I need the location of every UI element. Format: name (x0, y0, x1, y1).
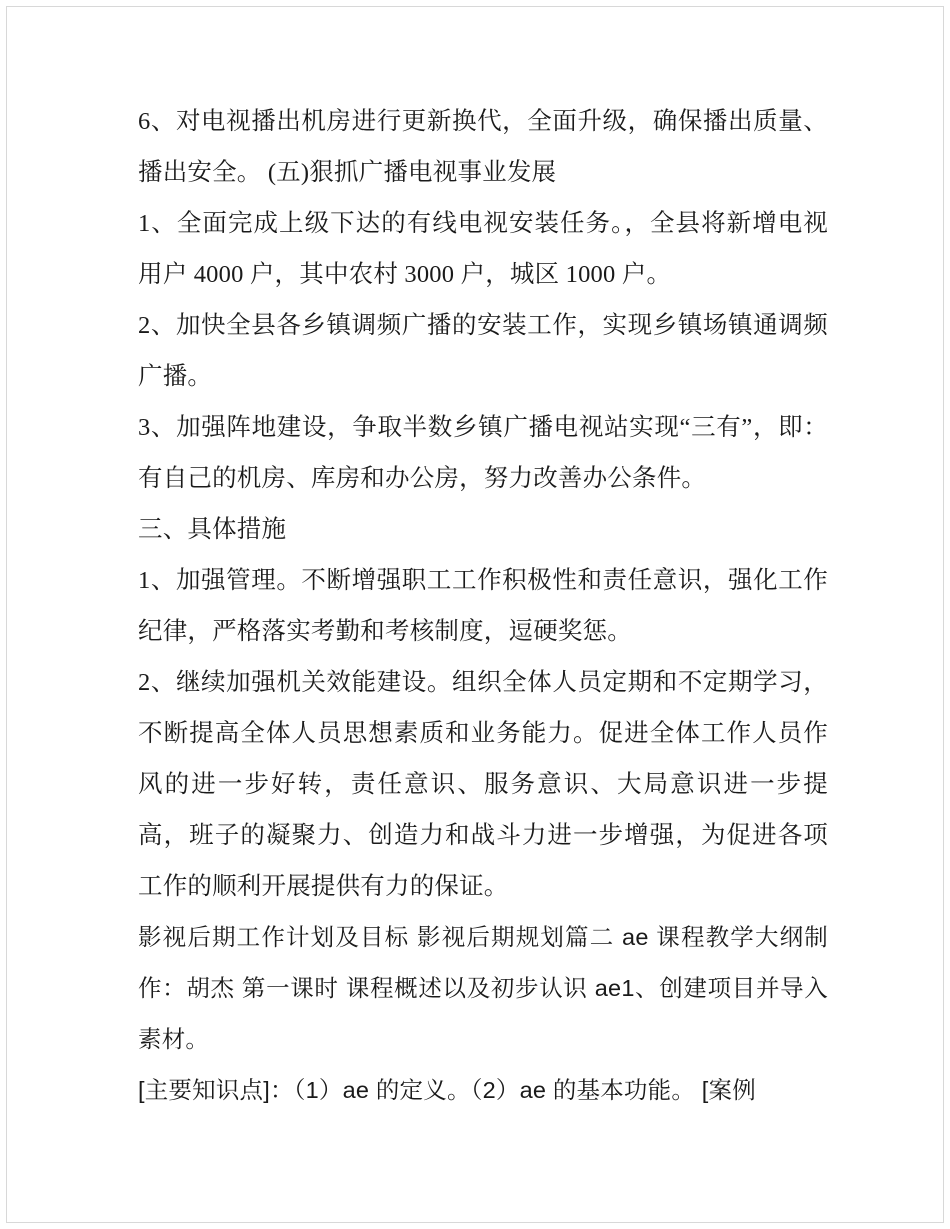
paragraph: 6、对电视播出机房进行更新换代，全面升级，确保播出质量、播出安全。 (五)狠抓广播电视事业发展 (138, 108, 828, 186)
paragraph: 3、加强阵地建设，争取半数乡镇广播电视站实现“三有”，即：有自己的机房、库房和办公房，努力改善办公条件。 (138, 414, 828, 492)
paragraph: 影视后期工作计划及目标 影视后期规划篇二 ae 课程教学大纲制作：胡杰 第一课时 课程概述以及初步认识 ae1、创建项目并导入素材。 (138, 924, 828, 1052)
paragraph: 1、全面完成上级下达的有线电视安装任务。，全县将新增电视用户 4000 户，其中农村 3000 户，城区 1000 户。 (138, 210, 828, 288)
paragraph: 2、继续加强机关效能建设。组织全体人员定期和不定期学习，不断提高全体人员思想素质和业务能力。促进全体工作人员作风的进一步好转，责任意识、服务意识、大局意识进一步提高，班子的凝聚力、创造力和战斗力进一步增强，为促进各项工作的顺利开展提供有力的保证。 (138, 669, 828, 900)
paragraph: 2、加快全县各乡镇调频广播的安装工作，实现乡镇场镇通调频广播。 (138, 312, 828, 390)
paragraph: [主要知识点]：（1）ae 的定义。（2）ae 的基本功能。 [案例 (138, 1077, 756, 1103)
section-heading: 三、具体措施 (138, 516, 287, 543)
paragraph: 1、加强管理。不断增强职工工作积极性和责任意识，强化工作纪律，严格落实考勤和考核制度，逗硬奖惩。 (138, 567, 828, 645)
document-body (138, 96, 828, 1116)
